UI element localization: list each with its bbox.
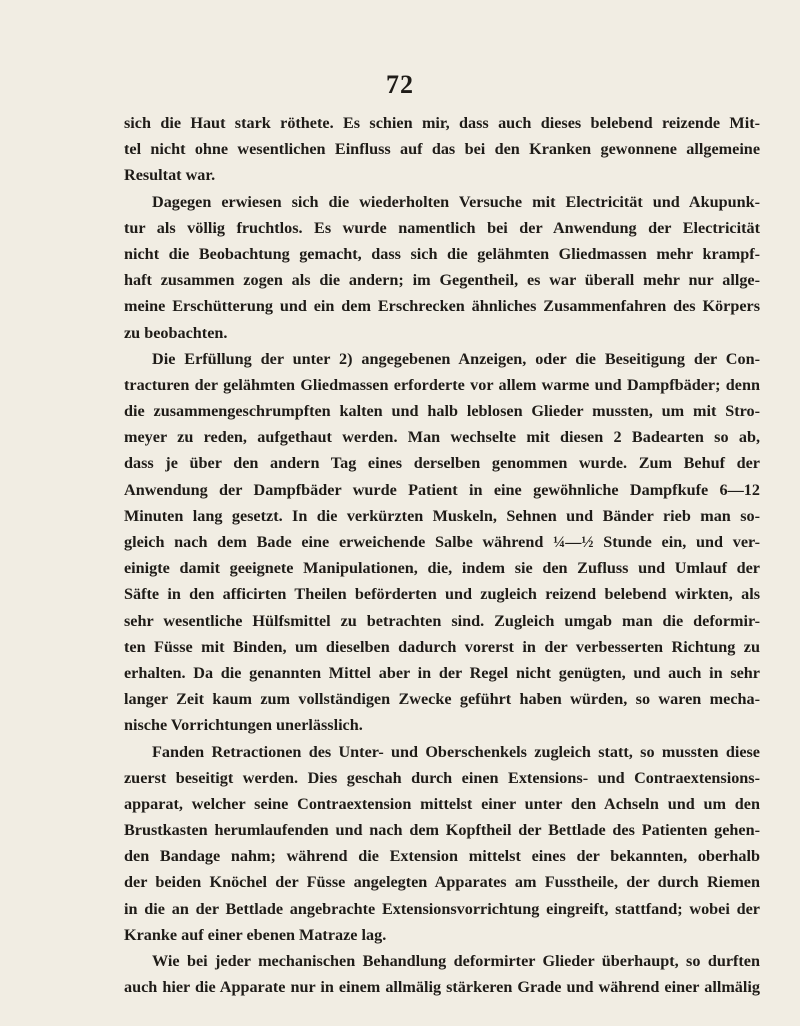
text-line: meyer zu reden, aufgethaut werden. Man wechselte mit diesen 2 Badearten so ab, <box>124 428 760 447</box>
text-line: Die Erfüllung der unter 2) angegebenen Anzeigen, oder die Beseitigung der Con- <box>152 349 760 368</box>
text-line: tel nicht ohne wesentlichen Einfluss auf das bei den Kranken gewonnene allgemeine <box>124 140 760 159</box>
text-line: einigte damit geeignete Manipulationen, die, indem sie den Zufluss und Umlauf der <box>124 559 760 578</box>
text-line: Säfte in den afficirten Theilen beförderten und zugleich reizend belebend wirkten, als <box>124 585 760 604</box>
text-line: sich die Haut stark röthete. Es schien mir, dass auch dieses belebend reizende Mit- <box>124 114 760 132</box>
text-line: ten Füsse mit Binden, um dieselben dadurch vorerst in der verbesserten Richtung zu <box>124 637 760 656</box>
text-line: Kranke auf einer ebenen Matraze lag. <box>124 925 387 944</box>
text-line: Resultat war. <box>124 166 216 185</box>
text-line: Dagegen erwiesen sich die wiederholten Versuche mit Electricität und Akupunk- <box>152 192 760 211</box>
text-line: zuerst beseitigt werden. Dies geschah durch einen Extensions- und Contraextensions- <box>124 768 760 787</box>
body-text <box>124 110 760 1000</box>
text-line: langer Zeit kaum zum vollständigen Zwecke geführt haben würden, so waren mecha- <box>124 690 760 709</box>
text-line: die zusammengeschrumpften kalten und halb leblosen Glieder mussten, um mit Stro- <box>124 402 760 421</box>
text-line: Minuten lang gesetzt. In die verkürzten Muskeln, Sehnen und Bänder rieb man so- <box>124 506 760 525</box>
text-line: sehr wesentliche Hülfsmittel zu betrachten sind. Zugleich umgab man die deformir- <box>124 611 760 630</box>
text-line: meine Erschütterung und ein dem Erschrecken ähnliches Zusammenfahren des Körpers <box>124 297 760 316</box>
text-line: gleich nach dem Bade eine erweichende Salbe während ¼—½ Stunde ein, und ver- <box>124 533 760 551</box>
text-line: Brustkasten herumlaufenden und nach dem Kopftheil der Bettlade des Patienten gehen- <box>124 821 760 840</box>
text-line: Fanden Retractionen des Unter- und Oberschenkels zugleich statt, so mussten diese <box>152 742 760 761</box>
text-line: zu beobachten. <box>124 323 228 342</box>
text-line: nische Vorrichtungen unerlässlich. <box>124 716 363 735</box>
text-line: Wie bei jeder mechanischen Behandlung deformirter Glieder überhaupt, so durften <box>152 952 760 970</box>
page-number: 72 <box>386 70 414 99</box>
text-line: den Bandage nahm; während die Extension mittelst eines der bekannten, oberhalb <box>124 847 760 866</box>
text-line: Anwendung der Dampfbäder wurde Patient in eine gewöhnliche Dampfkufe 6—12 <box>124 480 760 499</box>
text-line: nicht die Beobachtung gemacht, dass sich die gelähmten Gliedmassen mehr krampf- <box>124 244 760 263</box>
text-line: in die an der Bettlade angebrachte Extensionsvorrichtung eingreift, stattfand; wobei der <box>124 899 760 918</box>
text-line: haft zusammen zogen als die andern; im Gegentheil, es war überall mehr nur allge- <box>124 271 760 290</box>
text-line: apparat, welcher seine Contraextension mittelst einer unter den Achseln und um den <box>124 794 760 813</box>
text-line: auch hier die Apparate nur in einem allmälig stärkeren Grade und während einer allmälig <box>124 978 760 997</box>
text-line: erhalten. Da die genannten Mittel aber in der Regel nicht genügten, und auch in sehr <box>124 663 760 682</box>
text-line: tur als völlig fruchtlos. Es wurde namentlich bei der Anwendung der Electricität <box>124 218 760 237</box>
text-line: der beiden Knöchel der Füsse angelegten Apparates am Fusstheile, der durch Riemen <box>124 873 760 892</box>
text-line: tracturen der gelähmten Gliedmassen erforderte vor allem warme und Dampfbäder; denn <box>124 375 760 394</box>
text-line: dass je über den andern Tag eines derselben genommen wurde. Zum Behuf der <box>124 454 760 473</box>
